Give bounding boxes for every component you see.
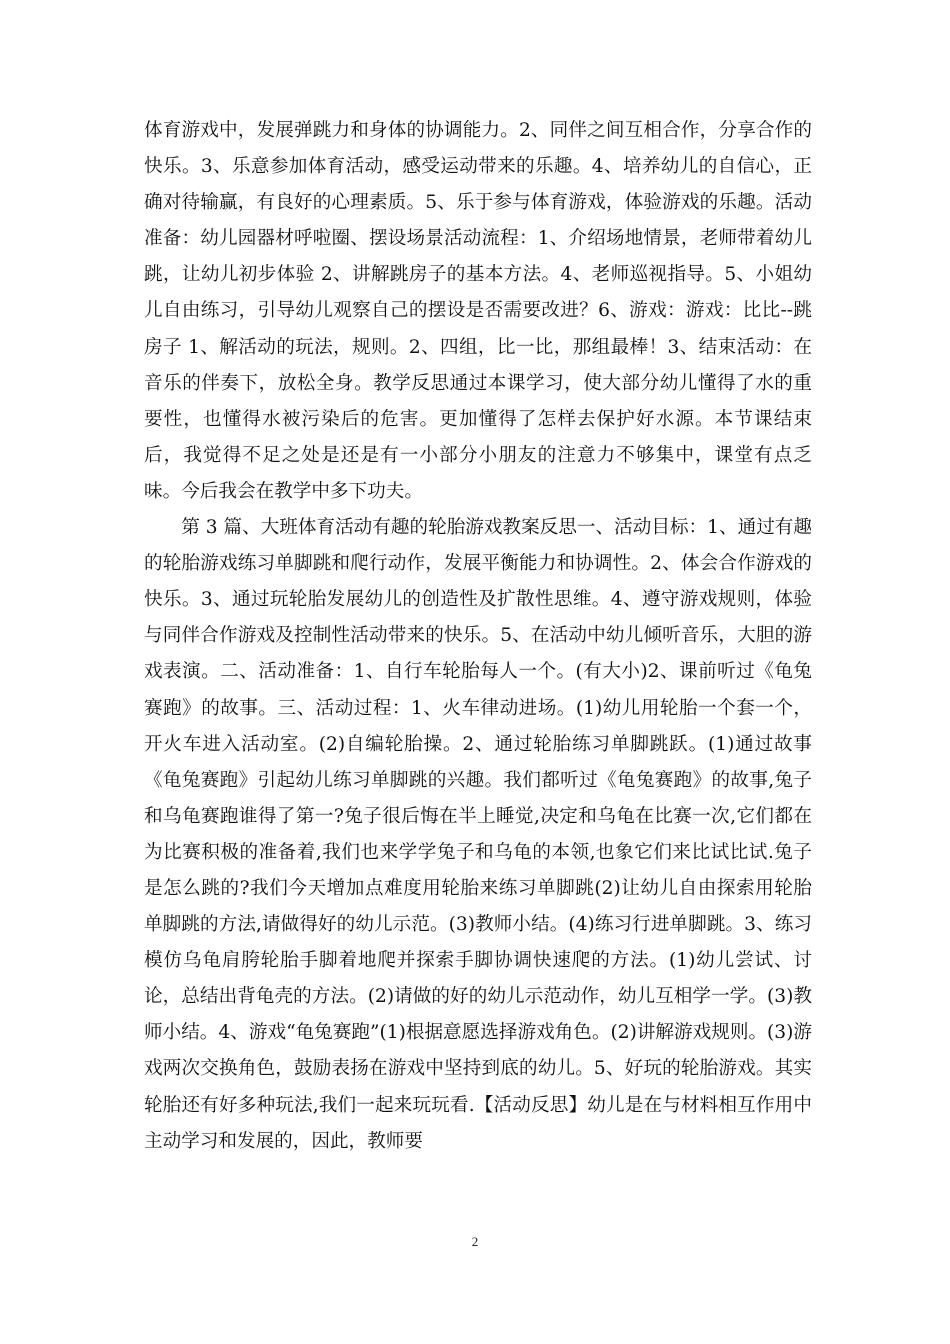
page-number: 2 [471, 1234, 479, 1249]
paragraph-continuation: 体育游戏中，发展弹跳力和身体的协调能力。2、同伴之间互相合作，分享合作的快乐。3、乐意参加体育活动，感受运动带来的乐趣。4、培养幼儿的自信心，正确对待输赢，有良好的心理素质。5、乐于参与体育游戏，体验游戏的乐趣。活动准备：幼儿园器材呼啦圈、摆设场景活动流程：1、介绍场地情景，老师带着幼儿跳，让幼儿初步体验 2、讲解跳房子的基本方法。4、老师巡视指导。5、小姐幼儿自由练习，引导幼儿观察自己的摆设是否需要改进？6、游戏：游戏：比比--跳房子 1、解活动的玩法，规则。2、四组，比一比，那组最棒！3、结束活动：在音乐的伴奏下，放松全身。教学反思通过本课学习，使大部分幼儿懂得了水的重要性，也懂得水被污染后的危害。更加懂得了怎样去保护好水源。本节课结束后，我觉得不足之处是还是有一小部分小朋友的注意力不够集中，课堂有点乏味。今后我会在教学中多下功夫。 [144, 120, 812, 502]
document-body [144, 113, 812, 1160]
paragraph-section-3: 第 3 篇、大班体育活动有趣的轮胎游戏教案反思一、活动目标：1、通过有趣的轮胎游戏练习单脚跳和爬行动作，发展平衡能力和协调性。2、体会合作游戏的快乐。3、通过玩轮胎发展幼儿的创造性及扩散性思维。4、遵守游戏规则，体验与同伴合作游戏及控制性活动带来的快乐。5、在活动中幼儿倾听音乐，大胆的游戏表演。二、活动准备：1、自行车轮胎每人一个。(有大小)2、课前听过《龟兔赛跑》的故事。三、活动过程：1、火车律动进场。(1)幼儿用轮胎一个套一个，开火车进入活动室。(2)自编轮胎操。2、通过轮胎练习单脚跳跃。(1)通过故事《龟兔赛跑》引起幼儿练习单脚跳的兴趣。我们都听过《龟兔赛跑》的故事,兔子和乌龟赛跑谁得了第一?兔子很后悔在半上睡觉,决定和乌龟在比赛一次,它们都在为比赛积极的准备着,我们也来学学兔子和乌龟的本领,也象它们来比试比试.兔子是怎么跳的?我们今天增加点难度用轮胎来练习单脚跳(2)让幼儿自由探索用轮胎单脚跳的方法,请做得好的幼儿示范。(3)教师小结。(4)练习行进单脚跳。3、练习模仿乌龟肩胯轮胎手脚着地爬并探索手脚协调快速爬的方法。(1)幼儿尝试、讨论，总结出背龟壳的方法。(2)请做的好的幼儿示范动作，幼儿互相学一学。(3)教师小结。4、游戏“龟兔赛跑”(1)根据意愿选择游戏角色。(2)讲解游戏规则。(3)游戏两次交换角色，鼓励表扬在游戏中坚持到底的幼儿。5、好玩的轮胎游戏。其实轮胎还有好多种玩法,我们一起来玩玩看.【活动反思】幼儿是在与材料相互作用中主动学习和发展的，因此，教师要 [144, 517, 812, 1152]
